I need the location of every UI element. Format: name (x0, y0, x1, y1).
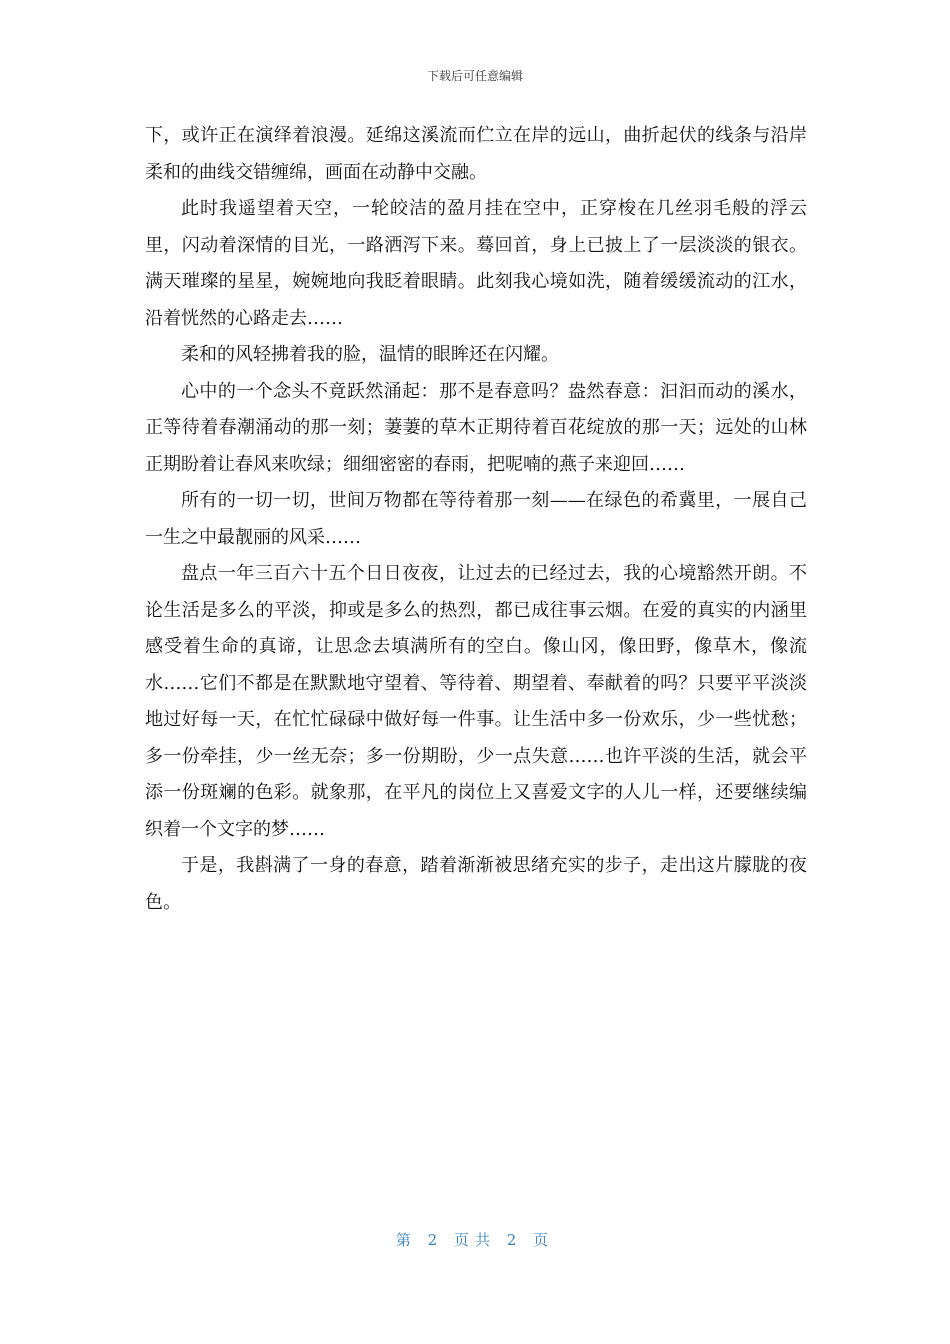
paragraph: 下，或许正在演绎着浪漫。延绵这溪流而伫立在岸的远山，曲折起伏的线条与沿岸柔和的曲线交错缠绵，画面在动静中交融。 (145, 125, 807, 183)
paragraph: 于是，我斟满了一身的春意，踏着渐渐被思绪充实的步子，走出这片朦胧的夜色。 (145, 855, 807, 913)
paragraph: 心中的一个念头不竟跃然涌起：那不是春意吗？盎然春意：汩汩而动的溪水，正等待着春潮涌动的那一刻；萋萋的草木正期待着百花绽放的那一天；远处的山林正期盼着让春风来吹绿；细细密密的春雨，把呢喃的燕子来迎回…… (145, 380, 807, 475)
page-header: 下载后可任意编辑 (426, 69, 523, 83)
page-footer: 第 2 页共 2 页 (395, 1231, 555, 1249)
document-body (145, 118, 807, 921)
paragraph: 柔和的风轻拂着我的脸，温情的眼眸还在闪耀。 (181, 344, 559, 365)
paragraph: 此时我遥望着天空，一轮皎洁的盈月挂在空中，正穿梭在几丝羽毛般的浮云里，闪动着深情的目光，一路洒泻下来。蓦回首，身上已披上了一层淡淡的银衣。满天璀璨的星星，婉婉地向我眨着眼睛。此刻我心境如洗，随着缓缓流动的江水，沿着恍然的心路走去…… (145, 198, 807, 329)
paragraph: 盘点一年三百六十五个日日夜夜，让过去的已经过去，我的心境豁然开朗。不论生活是多么的平淡，抑或是多么的热烈，都已成往事云烟。在爱的真实的内涵里感受着生命的真谛，让思念去填满所有的空白。像山冈，像田野，像草木，像流水……它们不都是在默默地守望着、等待着、期望着、奉献着的吗？只要平平淡淡地过好每一天，在忙忙碌碌中做好每一件事。让生活中多一份欢乐，少一些忧愁；多一份牵挂，少一丝无奈；多一份期盼，少一点失意……也许平淡的生活，就会平添一份斑斓的色彩。就象那，在平凡的岗位上又喜爱文字的人儿一样，还要继续编织着一个文字的梦…… (145, 563, 807, 840)
paragraph: 所有的一切一切，世间万物都在等待着那一刻——在绿色的希冀里，一展自己一生之中最靓丽的风采…… (145, 490, 807, 548)
